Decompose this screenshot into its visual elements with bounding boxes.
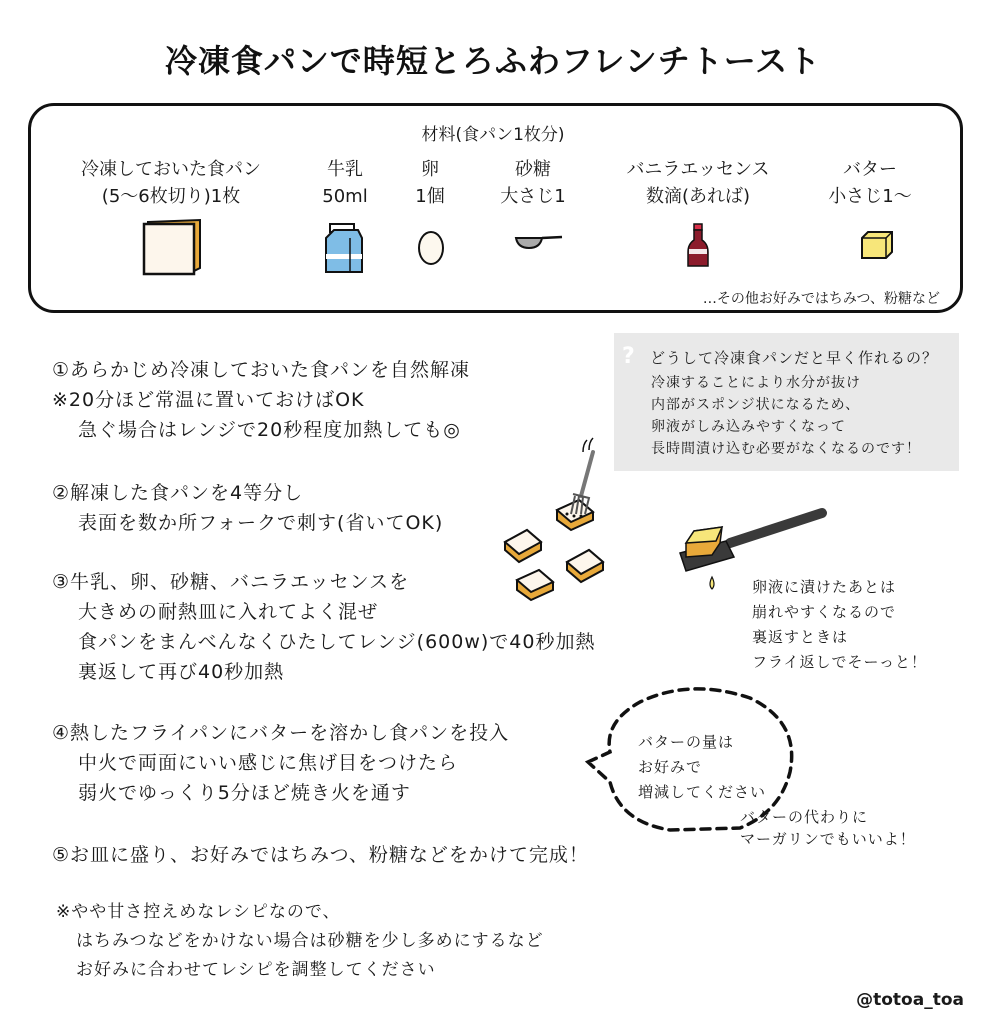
note-line: お好みで: [638, 758, 703, 776]
ingredient-name: 砂糖: [515, 159, 551, 180]
ingredient-amount: 大さじ1: [500, 186, 566, 207]
ingredient-name: 牛乳: [327, 159, 363, 180]
step-line: ③牛乳、卵、砂糖、バニラエッセンスを: [52, 571, 410, 593]
tip-title: どうして冷凍食パンだと早く作れるの？: [650, 349, 939, 367]
ingredient-name: 卵: [421, 159, 439, 180]
note-line: マーガリンでもいいよ！: [740, 830, 916, 848]
note-line: バターの量は: [638, 733, 735, 751]
step-line: 急ぐ場合はレンジで20秒程度加熱しても◎: [78, 419, 461, 441]
step-4: [52, 718, 509, 808]
ingredient-name: バター: [843, 159, 897, 180]
question-mark-icon: ?: [622, 344, 635, 369]
step-line: 弱火でゆっくり5分ほど焼き火を通す: [78, 782, 411, 804]
footnote-line: はちみつなどをかけない場合は砂糖を少し多めにするなど: [76, 931, 544, 951]
note-line: 卵液に漬けたあとは: [752, 578, 897, 596]
vanilla-bottle-icon: [686, 222, 710, 270]
note-line: フライ返しでそーっと！: [752, 653, 927, 671]
measuring-spoon-icon: [514, 232, 564, 252]
step-line: ※20分ほど常温に置いておけばOK: [52, 389, 365, 411]
bread-cube-icon: [517, 570, 553, 600]
note-line: 崩れやすくなるので: [752, 603, 897, 621]
step-line: 中火で両面にいい感じに焦げ目をつけたら: [78, 752, 459, 774]
step-line: ⑤お皿に盛り、お好みではちみつ、粉糖などをかけて完成！: [52, 844, 589, 866]
bread-slice-icon: [140, 216, 206, 278]
step-line: 表面を数か所フォークで刺す(省いてOK): [78, 512, 444, 534]
ingredient-sugar: [478, 156, 588, 210]
step-5: [52, 840, 589, 870]
ingredient-name: バニラエッセンス: [626, 159, 770, 180]
ingredient-butter: [810, 156, 930, 210]
footnote-line: お好みに合わせてレシピを調整してください: [76, 960, 436, 980]
fork-icon: [571, 438, 593, 514]
step-line: 裏返して再び40秒加熱: [78, 661, 285, 683]
ingredient-amount: 数滴(あれば): [645, 186, 751, 207]
spatula-note: [752, 575, 927, 675]
footnote: [56, 898, 544, 985]
step-line: 大きめの耐熱皿に入れてよく混ぜ: [78, 601, 379, 623]
ingredient-bread: [56, 156, 286, 210]
page-title: 冷凍食パンで時短とろふわフレンチトースト: [164, 42, 822, 80]
ingredient-vanilla: [598, 156, 798, 210]
note-line: 裏返すときは: [752, 628, 849, 646]
tip-line: 冷凍することにより水分が抜け: [651, 375, 861, 391]
note-line: バターの代わりに: [740, 808, 869, 826]
tip-line: 長時間漬け込む必要がなくなるのです！: [651, 441, 921, 457]
step-2: [52, 478, 443, 538]
tip-line: 卵液がしみ込みやすくなって: [651, 419, 846, 435]
egg-icon: [416, 228, 446, 268]
ingredient-amount: 1個: [415, 186, 445, 207]
margarine-note: [740, 806, 916, 850]
step-line: ②解凍した食パンを4等分し: [52, 482, 304, 504]
footnote-line: ※やや甘さ控えめなレシピなので、: [56, 902, 341, 922]
tip-line: 内部がスポンジ状になるため、: [651, 397, 861, 413]
ingredient-milk: [300, 156, 390, 210]
step-line: ④熱したフライパンにバターを溶かし食パンを投入: [52, 722, 510, 744]
bread-cube-icon: [505, 530, 541, 562]
other-ingredients-note: …その他お好みではちみつ、粉糖など: [702, 291, 940, 307]
ingredient-name: 冷凍しておいた食パン: [81, 159, 261, 180]
tip-body: [651, 372, 921, 460]
ingredient-amount: 50ml: [322, 186, 368, 207]
ingredient-egg: [395, 156, 465, 210]
bread-cube-icon: [567, 550, 603, 582]
ingredient-amount: (5〜6枚切り)1枚: [101, 186, 241, 207]
ingredient-amount: 小さじ1〜: [828, 186, 912, 207]
bread-cubes-fork-illustration: [495, 430, 625, 610]
ingredients-heading: 材料(食パン1枚分): [421, 125, 565, 145]
step-1: [52, 355, 470, 445]
butter-icon: [858, 230, 896, 260]
author-credit: @totoa_toa: [856, 990, 964, 1010]
butter-amount-note: [638, 730, 766, 805]
droplet-icon: [710, 577, 714, 589]
milk-carton-icon: [322, 222, 366, 276]
note-line: 増減してください: [638, 783, 767, 801]
step-line: 食パンをまんべんなくひたしてレンジ(600w)で40秒加熱: [78, 631, 596, 653]
step-line: ①あらかじめ冷凍しておいた食パンを自然解凍: [52, 359, 471, 381]
